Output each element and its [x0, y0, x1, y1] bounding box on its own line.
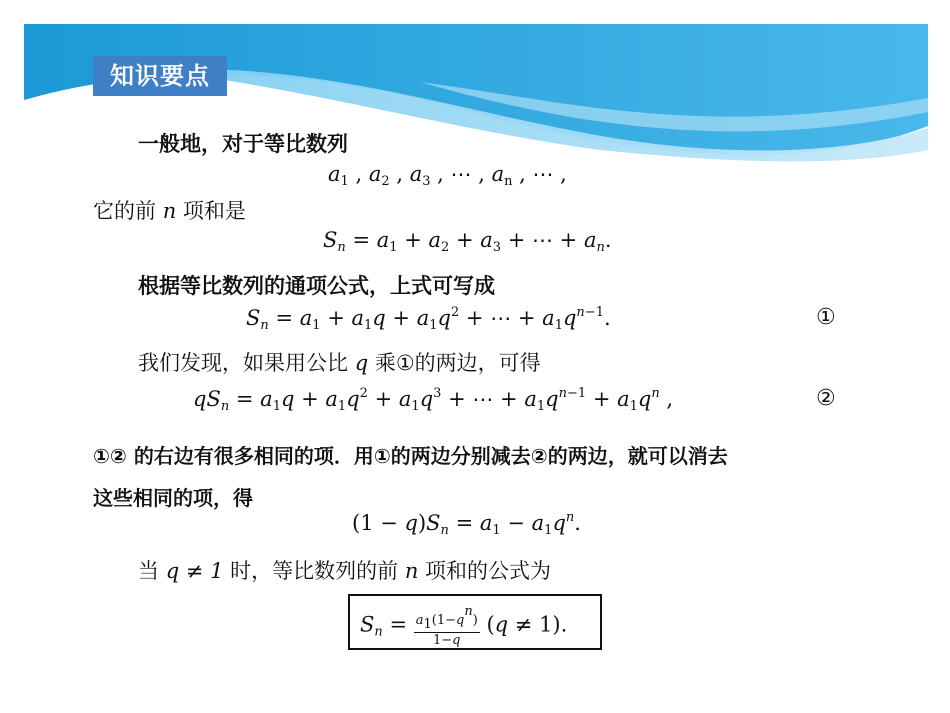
multiply-q: q	[354, 351, 369, 375]
conclusion-text	[138, 555, 551, 585]
sum-intro-pre: 它的前	[93, 199, 156, 223]
seq-sep: ,	[553, 162, 567, 186]
multiply-pre: 我们发现，如果用公比	[138, 351, 348, 375]
conclusion-cond: q ≠ 1	[165, 559, 224, 583]
seq-a3: a	[409, 162, 423, 186]
conclusion-n: n	[404, 559, 419, 583]
sum-intro-n: n	[162, 199, 177, 223]
seq-sep: ,	[389, 162, 410, 186]
equation-1-formula: $S_n = a_1 + a_1q + a_1q^2$ + ⋯ + $a_1q^{n-1}$.	[246, 305, 611, 333]
equation-1-label: ①	[816, 305, 836, 330]
multiply-post: 乘①的两边，可得	[374, 351, 541, 375]
equation-2-label: ②	[816, 386, 836, 411]
geometric-sum-formula: $S_n$ = $\frac{a_1(1-q^n)}{1-q}$ (q ≠ 1).	[360, 604, 568, 648]
seq-dots: ⋯	[532, 162, 554, 186]
conclusion-pre: 当	[138, 559, 159, 583]
conclusion-post: 项和的公式为	[425, 559, 552, 583]
multiply-text	[138, 347, 541, 377]
sum-intro-post: 项和是	[182, 199, 246, 223]
seq-a2: a	[368, 162, 382, 186]
difference-formula: $(1 - q)S_n = a_1 - a_1q^n$.	[352, 510, 581, 538]
seq-a1: a	[328, 162, 341, 186]
subtract-text-cont: 这些相同的项，得	[93, 486, 253, 510]
seq-sep: ,	[348, 162, 369, 186]
conclusion-mid: 时，等比数列的前	[230, 559, 399, 583]
sum-intro-text	[93, 195, 246, 225]
seq-an: a	[491, 162, 505, 186]
section-title: 知识要点	[93, 56, 227, 96]
equation-2-formula: $qS_n = a_1q + a_1q^2 + a_1q^3$ + ⋯ + $a_1q^{n-1} + a_1q^n$ ,	[193, 386, 674, 414]
seq-sep: ,	[430, 162, 451, 186]
seq-sep: ,	[471, 162, 492, 186]
sum-definition-formula: $S_n = a_1 + a_2 + a_3$ + ⋯ + $a_n$.	[323, 228, 612, 255]
seq-sub-3: 3	[422, 174, 431, 189]
seq-sep: ,	[512, 162, 533, 186]
seq-sub-2: 2	[381, 174, 390, 189]
intro-text: 一般地，对于等比数列	[138, 132, 348, 156]
rewrite-text: 根据等比数列的通项公式，上式可写成	[138, 274, 495, 298]
sum-formula-box	[348, 594, 602, 650]
seq-dots: ⋯	[450, 162, 472, 186]
seq-sub-1: 1	[340, 174, 349, 189]
sequence-expression	[328, 162, 567, 189]
seq-sub-n: n	[504, 174, 513, 189]
subtract-text: ①② 的右边有很多相同的项．用①的两边分别减去②的两边，就可以消去	[93, 444, 728, 468]
